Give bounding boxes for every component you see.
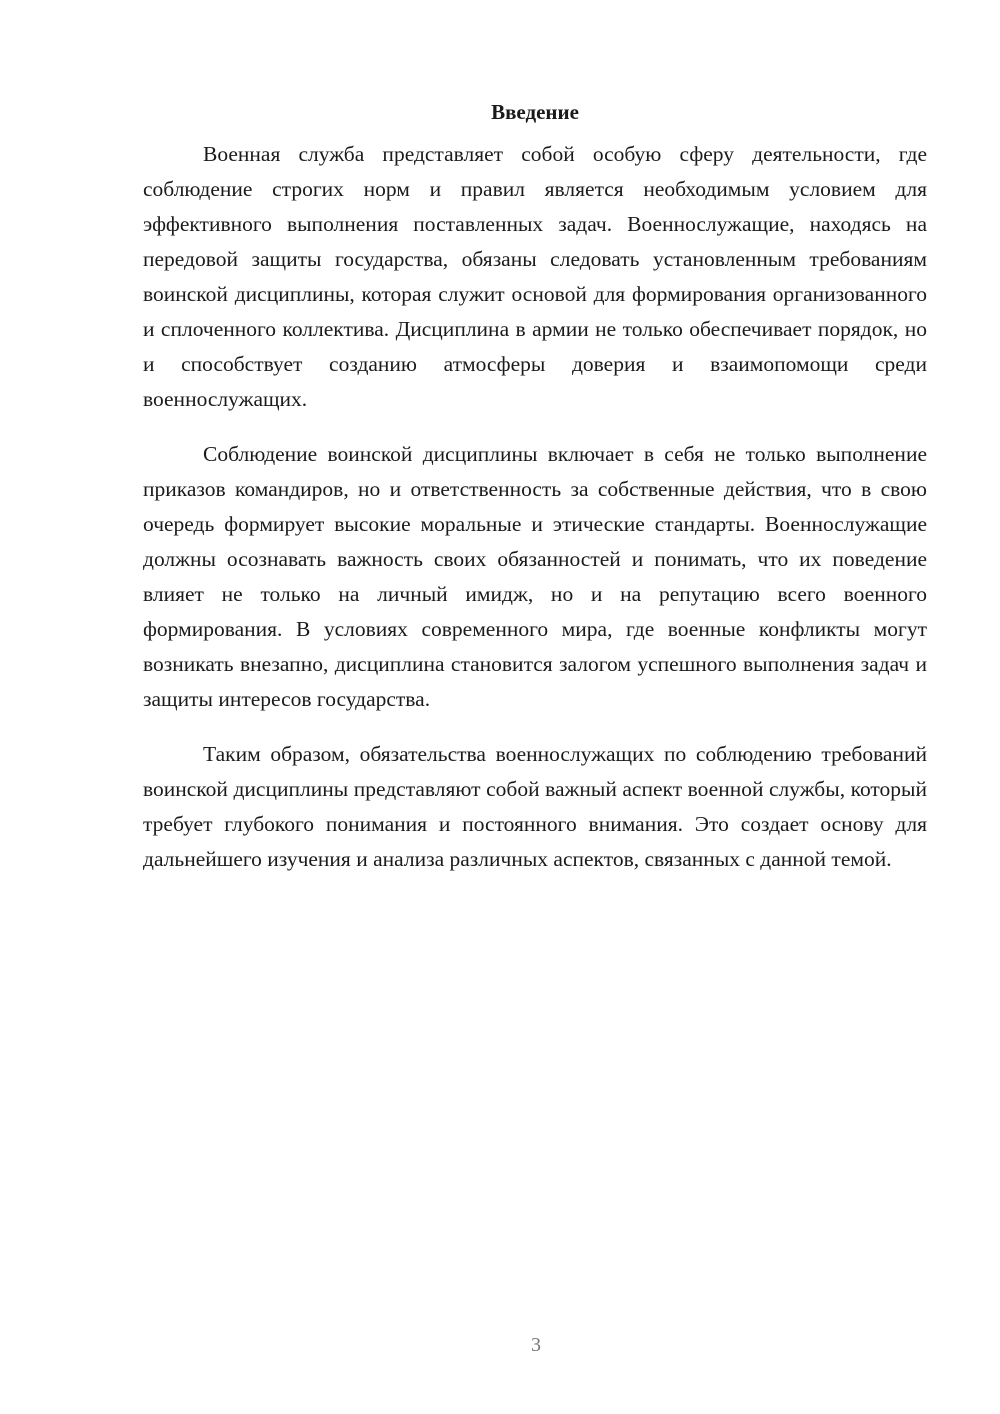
paragraph-1: Военная служба представляет собой особую сферу деятельности, где соблюдение строгих норм и правил является необходимым условием для эффективного выполнения поставленных задач. Военнослужащие, находясь на передовой защиты государства, обязаны следовать установленным требованиям воинской дисциплины, которая служит основой для формирования организованного и сплоченного коллектива. Дисциплина в армии не только обеспечивает порядок, но и способствует созданию атмосферы доверия и взаимопомощи среди военнослужащих. [143,142,927,411]
section-heading: Введение [491,100,579,124]
paragraph-3: Таким образом, обязательства военнослужащих по соблюдению требований воинской дисциплины представляют собой важный аспект военной службы, который требует глубокого понимания и постоянного внимания. Это создает основу для дальнейшего изучения и анализа различных аспектов, связанных с данной темой. [143,742,927,871]
paragraph-2: Соблюдение воинской дисциплины включает в себя не только выполнение приказов командиров, но и ответственность за собственные действия, что в свою очередь формирует высокие моральные и этические стандарты. Военнослужащие должны осознавать важность своих обязанностей и понимать, что их поведение влияет не только на личный имидж, но и на репутацию всего военного формирования. В условиях современного мира, где военные конфликты могут возникать внезапно, дисциплина становится залогом успешного выполнения задач и защиты интересов государства. [143,442,927,711]
page-content [143,95,927,897]
page-number: 3 [531,1334,541,1356]
